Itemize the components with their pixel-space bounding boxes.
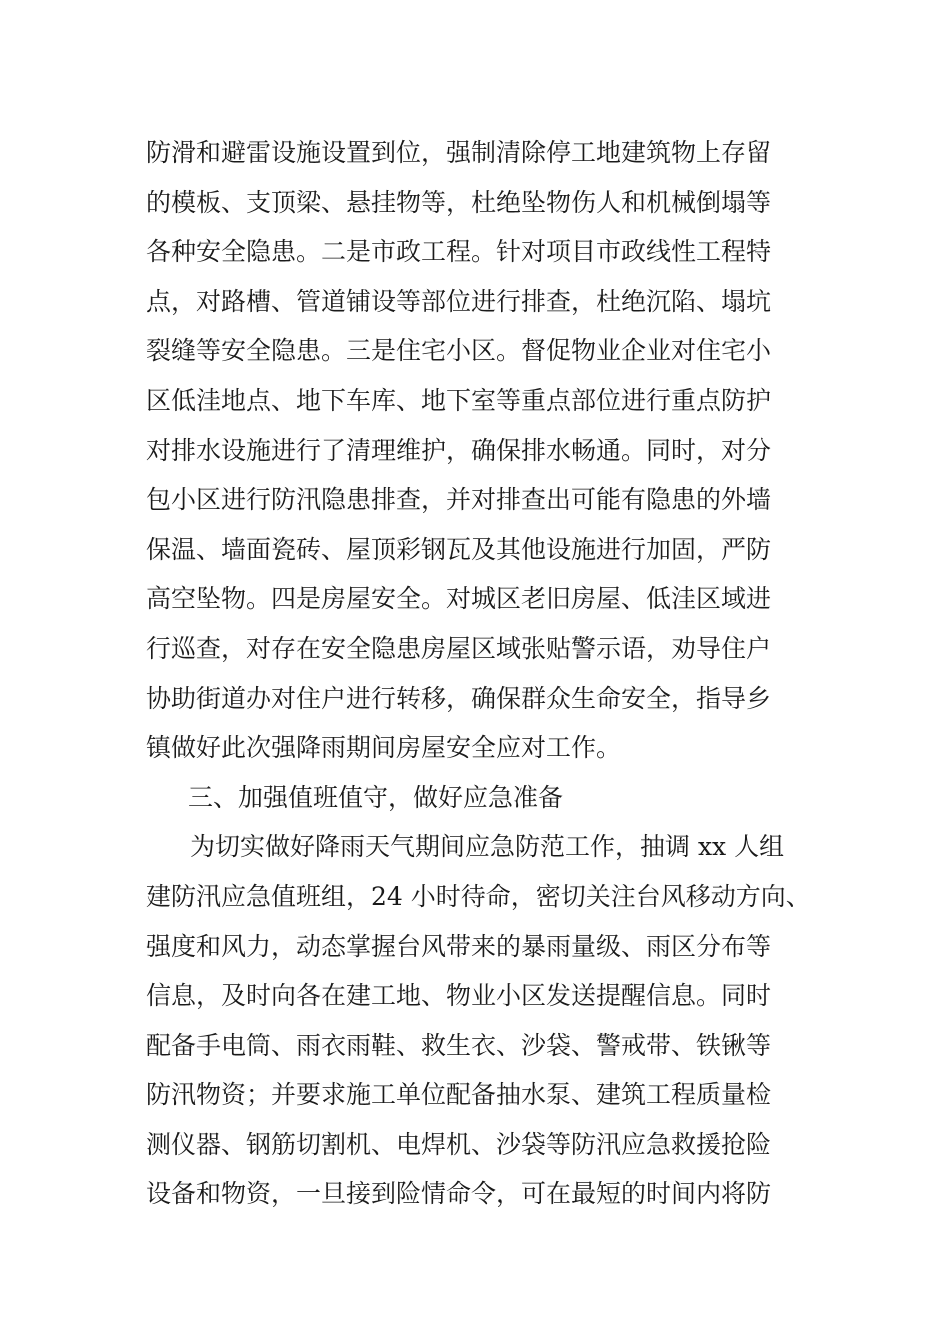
text-line: 区低洼地点、地下车库、地下室等重点部位进行重点防护	[146, 385, 772, 415]
text-line: 裂缝等安全隐患。三是住宅小区。督促物业企业对住宅小	[146, 336, 772, 366]
text-line: 镇做好此次强降雨期间房屋安全应对工作。	[146, 733, 622, 763]
text-line: 对排水设施进行了清理维护，确保排水畅通。同时，对分	[146, 435, 772, 465]
text-line: 为切实做好降雨天气期间应急防范工作，抽调 xx 人组	[190, 832, 785, 862]
text-line: 强度和风力，动态掌握台风带来的暴雨量级、雨区分布等	[146, 931, 772, 961]
body-text	[146, 128, 836, 1219]
section-heading: 三、加强值班值守，做好应急准备	[188, 782, 564, 812]
text-line: 建防汛应急值班组，24 小时待命，密切关注台风移动方向、	[146, 881, 811, 911]
text-line: 设备和物资，一旦接到险情命令，可在最短的时间内将防	[146, 1179, 772, 1209]
text-line: 保温、墙面瓷砖、屋顶彩钢瓦及其他设施进行加固，严防	[146, 534, 772, 564]
text-line: 高空坠物。四是房屋安全。对城区老旧房屋、低洼区域进	[146, 584, 772, 614]
text-line: 协助街道办对住户进行转移，确保群众生命安全，指导乡	[146, 683, 772, 713]
text-line: 包小区进行防汛隐患排查，并对排查出可能有隐患的外墙	[146, 485, 772, 515]
text-line: 的模板、支顶梁、悬挂物等，杜绝坠物伤人和机械倒塌等	[146, 187, 772, 217]
text-line: 测仪器、钢筋切割机、电焊机、沙袋等防汛应急救援抢险	[146, 1129, 772, 1159]
text-line: 信息，及时向各在建工地、物业小区发送提醒信息。同时	[146, 981, 772, 1011]
text-line: 防滑和避雷设施设置到位，强制清除停工地建筑物上存留	[146, 138, 772, 167]
text-line: 各种安全隐患。二是市政工程。针对项目市政线性工程特	[146, 237, 772, 267]
text-line: 行巡查，对存在安全隐患房屋区域张贴警示语，劝导住户	[146, 633, 772, 663]
text-line: 防汛物资；并要求施工单位配备抽水泵、建筑工程质量检	[146, 1080, 772, 1110]
text-line: 点，对路槽、管道铺设等部位进行排查，杜绝沉陷、塌坑	[146, 286, 772, 316]
text-line: 配备手电筒、雨衣雨鞋、救生衣、沙袋、警戒带、铁锹等	[146, 1030, 772, 1060]
